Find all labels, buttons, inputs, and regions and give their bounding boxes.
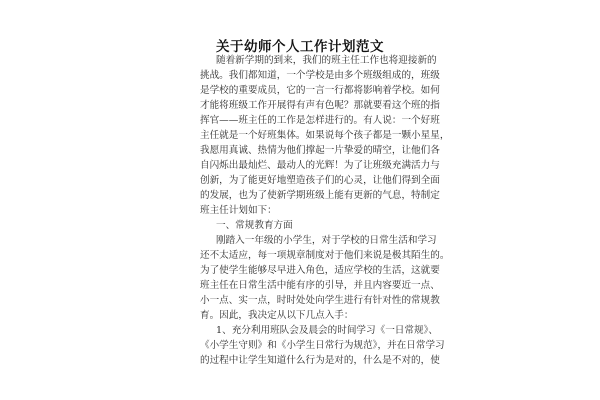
paragraph-line: 才能将班级工作开展得有声有色呢？那就要看这个班的指 — [200, 100, 440, 111]
paragraph-line: 随着新学期的到来，我们的班主任工作也将迎接新的 — [216, 55, 437, 66]
paragraph-line: 班主任在日常生活中能有序的引导，并且内容要近一点、 — [200, 280, 440, 291]
paragraph-line: 为了使学生能够尽早进入角色，适应学校的生活，这就要 — [200, 265, 440, 276]
paragraph-line: 小一点、实一点，时时处处向学生进行有针对性的常规教 — [200, 295, 440, 306]
document-title: 关于幼师个人工作计划范文 — [216, 39, 384, 55]
section-heading: 一、常规教育方面 — [216, 220, 293, 231]
paragraph-line: 自闪烁出最灿烂、最动人的光辉！为了让班级充满活力与 — [200, 160, 440, 171]
paragraph-line: 我愿用真诚、热情为他们撑起一片挚爱的晴空，让他们各 — [200, 145, 440, 156]
paragraph-line: 刚踏入一年级的小学生，对于学校的日常生活和学习 — [216, 235, 437, 246]
paragraph-line: 的过程中让学生知道什么行为是对的，什么是不对的，使 — [200, 355, 440, 366]
paragraph-line: 1、充分利用班队会及晨会的时间学习《一日常规》、 — [216, 325, 438, 336]
paragraph-line: 是学校的重要成员，它的一言一行都将影响着学校。如何 — [200, 85, 440, 96]
paragraph-line: 育。因此，我决定从以下几点入手： — [200, 310, 354, 321]
paragraph-line: 还不太适应，每一项规章制度对于他们来说是极其陌生的。 — [200, 250, 450, 261]
paragraph-line: 创新，为了能更好地塑造孩子们的心灵，让他们得到全面 — [200, 175, 440, 186]
paragraph-line: 的发展，也为了使新学期班级上能有更新的气息，特制定 — [200, 190, 440, 201]
paragraph-line: 班主任计划如下： — [200, 205, 277, 216]
paragraph-line: 挑战。我们都知道，一个学校是由多个班级组成的，班级 — [200, 70, 440, 81]
paragraph-line: 《小学生守则》和《小学生日常行为规范》，并在日常学习 — [200, 340, 445, 351]
paragraph-line: 主任就是一个好班集体。如果说每个孩子都是一颗小星星， — [200, 130, 450, 141]
paragraph-line: 挥官——班主任的工作是怎样进行的。有人说：一个好班 — [200, 115, 440, 126]
